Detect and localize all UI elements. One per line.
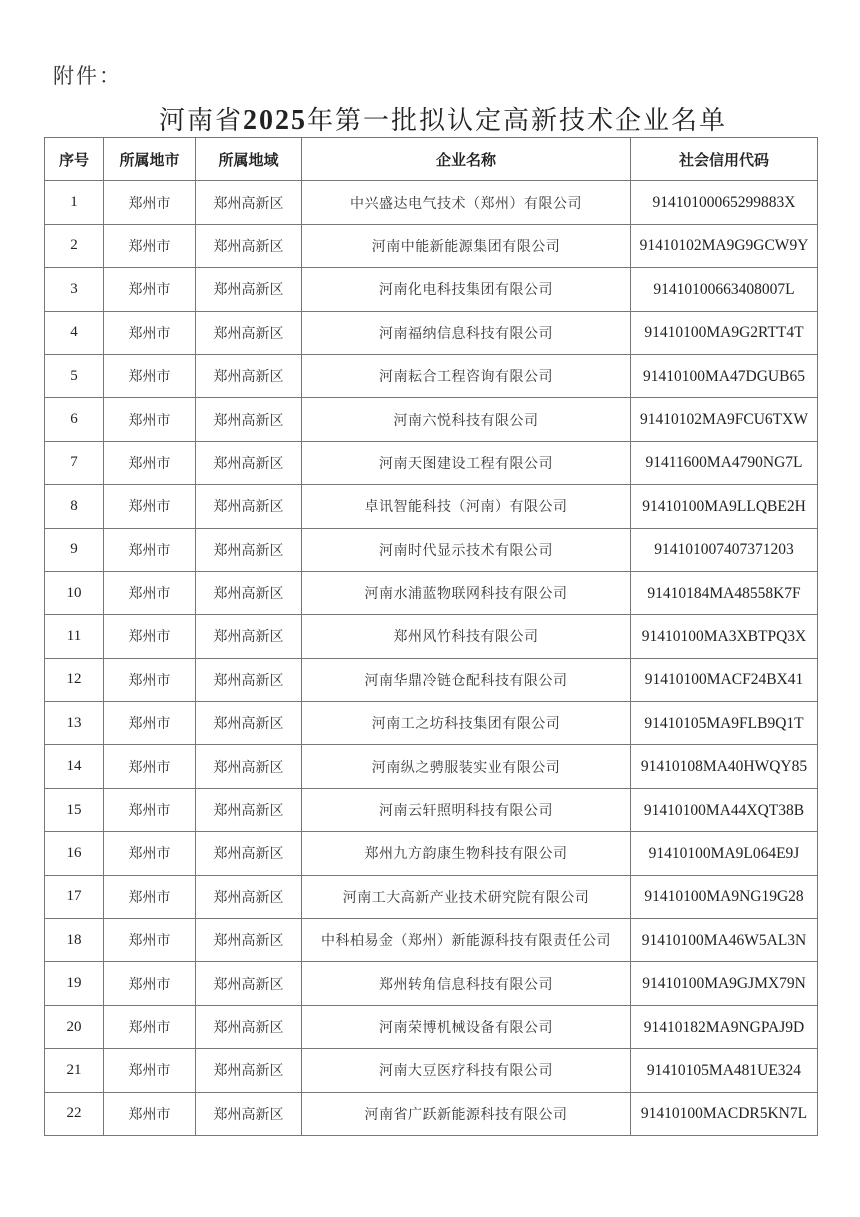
cell-company-name: 河南华鼎冷链仓配科技有限公司 bbox=[302, 658, 631, 701]
cell-company-name: 河南化电科技集团有限公司 bbox=[302, 268, 631, 311]
cell-credit-code: 91410100MA9G2RTT4T bbox=[631, 311, 818, 354]
table-row bbox=[45, 485, 818, 528]
cell-city: 郑州市 bbox=[104, 875, 196, 918]
cell-credit-code: 91410100065299883X bbox=[631, 181, 818, 224]
cell-company-name: 卓讯智能科技（河南）有限公司 bbox=[302, 485, 631, 528]
cell-company-name: 河南中能新能源集团有限公司 bbox=[302, 224, 631, 267]
cell-city: 郑州市 bbox=[104, 615, 196, 658]
cell-company-name: 河南福纳信息科技有限公司 bbox=[302, 311, 631, 354]
cell-serial-no: 18 bbox=[45, 919, 104, 962]
cell-serial-no: 15 bbox=[45, 788, 104, 831]
cell-city: 郑州市 bbox=[104, 268, 196, 311]
table-row bbox=[45, 919, 818, 962]
cell-serial-no: 16 bbox=[45, 832, 104, 875]
cell-credit-code: 91410100MACF24BX41 bbox=[631, 658, 818, 701]
cell-area: 郑州高新区 bbox=[196, 528, 302, 571]
attachment-label: 附件： bbox=[53, 64, 122, 88]
cell-city: 郑州市 bbox=[104, 181, 196, 224]
table-row bbox=[45, 615, 818, 658]
cell-credit-code: 91410108MA40HWQY85 bbox=[631, 745, 818, 788]
table-row bbox=[45, 788, 818, 831]
cell-area: 郑州高新区 bbox=[196, 571, 302, 614]
cell-area: 郑州高新区 bbox=[196, 224, 302, 267]
table-row bbox=[45, 268, 818, 311]
cell-city: 郑州市 bbox=[104, 962, 196, 1005]
cell-serial-no: 6 bbox=[45, 398, 104, 441]
table-row bbox=[45, 1005, 818, 1048]
cell-city: 郑州市 bbox=[104, 311, 196, 354]
cell-serial-no: 3 bbox=[45, 268, 104, 311]
cell-serial-no: 9 bbox=[45, 528, 104, 571]
cell-area: 郑州高新区 bbox=[196, 441, 302, 484]
cell-area: 郑州高新区 bbox=[196, 1049, 302, 1092]
cell-city: 郑州市 bbox=[104, 485, 196, 528]
title-year: 2025 bbox=[243, 105, 307, 136]
cell-credit-code: 91410100MACDR5KN7L bbox=[631, 1092, 818, 1135]
cell-city: 郑州市 bbox=[104, 354, 196, 397]
cell-serial-no: 13 bbox=[45, 702, 104, 745]
table-row bbox=[45, 181, 818, 224]
cell-credit-code: 91410100MA44XQT38B bbox=[631, 788, 818, 831]
cell-credit-code: 91410102MA9FCU6TXW bbox=[631, 398, 818, 441]
cell-city: 郑州市 bbox=[104, 571, 196, 614]
cell-area: 郑州高新区 bbox=[196, 398, 302, 441]
cell-city: 郑州市 bbox=[104, 788, 196, 831]
cell-company-name: 河南纵之骋服装实业有限公司 bbox=[302, 745, 631, 788]
cell-serial-no: 14 bbox=[45, 745, 104, 788]
cell-city: 郑州市 bbox=[104, 1049, 196, 1092]
cell-area: 郑州高新区 bbox=[196, 1005, 302, 1048]
cell-serial-no: 7 bbox=[45, 441, 104, 484]
cell-area: 郑州高新区 bbox=[196, 832, 302, 875]
cell-credit-code: 91410100MA9NG19G28 bbox=[631, 875, 818, 918]
cell-area: 郑州高新区 bbox=[196, 354, 302, 397]
cell-city: 郑州市 bbox=[104, 528, 196, 571]
cell-serial-no: 1 bbox=[45, 181, 104, 224]
table-row bbox=[45, 658, 818, 701]
cell-credit-code: 91410100MA9GJMX79N bbox=[631, 962, 818, 1005]
cell-city: 郑州市 bbox=[104, 224, 196, 267]
cell-company-name: 河南大豆医疗科技有限公司 bbox=[302, 1049, 631, 1092]
header-area: 所属地域 bbox=[196, 138, 302, 181]
cell-credit-code: 91410100MA9L064E9J bbox=[631, 832, 818, 875]
cell-area: 郑州高新区 bbox=[196, 875, 302, 918]
table-row bbox=[45, 702, 818, 745]
cell-company-name: 河南耘合工程咨询有限公司 bbox=[302, 354, 631, 397]
cell-company-name: 中科柏易金（郑州）新能源科技有限责任公司 bbox=[302, 919, 631, 962]
cell-credit-code: 91410100663408007L bbox=[631, 268, 818, 311]
cell-city: 郑州市 bbox=[104, 919, 196, 962]
cell-serial-no: 19 bbox=[45, 962, 104, 1005]
cell-area: 郑州高新区 bbox=[196, 1092, 302, 1135]
cell-company-name: 河南六悦科技有限公司 bbox=[302, 398, 631, 441]
table-row bbox=[45, 224, 818, 267]
cell-serial-no: 10 bbox=[45, 571, 104, 614]
table-row bbox=[45, 571, 818, 614]
cell-credit-code: 91410100MA46W5AL3N bbox=[631, 919, 818, 962]
cell-credit-code: 91410184MA48558K7F bbox=[631, 571, 818, 614]
cell-company-name: 中兴盛达电气技术（郑州）有限公司 bbox=[302, 181, 631, 224]
cell-serial-no: 17 bbox=[45, 875, 104, 918]
cell-area: 郑州高新区 bbox=[196, 181, 302, 224]
cell-area: 郑州高新区 bbox=[196, 268, 302, 311]
header-serial-no: 序号 bbox=[45, 138, 104, 181]
title-prefix: 河南省 bbox=[158, 106, 243, 136]
cell-area: 郑州高新区 bbox=[196, 658, 302, 701]
table-row bbox=[45, 1092, 818, 1135]
cell-company-name: 河南省广跃新能源科技有限公司 bbox=[302, 1092, 631, 1135]
cell-area: 郑州高新区 bbox=[196, 962, 302, 1005]
cell-city: 郑州市 bbox=[104, 1092, 196, 1135]
cell-credit-code: 91410105MA481UE324 bbox=[631, 1049, 818, 1092]
table-row bbox=[45, 311, 818, 354]
cell-credit-code: 91410100MA47DGUB65 bbox=[631, 354, 818, 397]
cell-serial-no: 4 bbox=[45, 311, 104, 354]
enterprise-list-table bbox=[44, 137, 818, 1136]
cell-company-name: 河南工之坊科技集团有限公司 bbox=[302, 702, 631, 745]
cell-area: 郑州高新区 bbox=[196, 919, 302, 962]
cell-city: 郑州市 bbox=[104, 1005, 196, 1048]
page-title bbox=[0, 100, 860, 137]
table-row bbox=[45, 354, 818, 397]
cell-company-name: 河南云轩照明科技有限公司 bbox=[302, 788, 631, 831]
cell-serial-no: 22 bbox=[45, 1092, 104, 1135]
cell-company-name: 郑州风竹科技有限公司 bbox=[302, 615, 631, 658]
cell-serial-no: 8 bbox=[45, 485, 104, 528]
cell-serial-no: 5 bbox=[45, 354, 104, 397]
cell-credit-code: 914101007407371203 bbox=[631, 528, 818, 571]
cell-company-name: 郑州九方韵康生物科技有限公司 bbox=[302, 832, 631, 875]
cell-city: 郑州市 bbox=[104, 658, 196, 701]
cell-serial-no: 2 bbox=[45, 224, 104, 267]
table-row bbox=[45, 528, 818, 571]
table-row bbox=[45, 1049, 818, 1092]
cell-credit-code: 91410102MA9G9GCW9Y bbox=[631, 224, 818, 267]
cell-serial-no: 12 bbox=[45, 658, 104, 701]
cell-area: 郑州高新区 bbox=[196, 745, 302, 788]
cell-company-name: 河南时代显示技术有限公司 bbox=[302, 528, 631, 571]
cell-area: 郑州高新区 bbox=[196, 485, 302, 528]
cell-credit-code: 91411600MA4790NG7L bbox=[631, 441, 818, 484]
cell-serial-no: 21 bbox=[45, 1049, 104, 1092]
table-row bbox=[45, 962, 818, 1005]
table-row bbox=[45, 875, 818, 918]
cell-credit-code: 91410182MA9NGPAJ9D bbox=[631, 1005, 818, 1048]
cell-serial-no: 20 bbox=[45, 1005, 104, 1048]
cell-credit-code: 91410105MA9FLB9Q1T bbox=[631, 702, 818, 745]
header-company-name: 企业名称 bbox=[302, 138, 631, 181]
header-city: 所属地市 bbox=[104, 138, 196, 181]
cell-city: 郑州市 bbox=[104, 398, 196, 441]
header-credit-code: 社会信用代码 bbox=[631, 138, 818, 181]
cell-city: 郑州市 bbox=[104, 702, 196, 745]
cell-credit-code: 91410100MA9LLQBE2H bbox=[631, 485, 818, 528]
table-row bbox=[45, 832, 818, 875]
cell-area: 郑州高新区 bbox=[196, 702, 302, 745]
cell-serial-no: 11 bbox=[45, 615, 104, 658]
cell-area: 郑州高新区 bbox=[196, 615, 302, 658]
table-row bbox=[45, 745, 818, 788]
cell-company-name: 郑州转角信息科技有限公司 bbox=[302, 962, 631, 1005]
cell-area: 郑州高新区 bbox=[196, 311, 302, 354]
cell-company-name: 河南天图建设工程有限公司 bbox=[302, 441, 631, 484]
cell-company-name: 河南水浦蓝物联网科技有限公司 bbox=[302, 571, 631, 614]
cell-company-name: 河南工大高新产业技术研究院有限公司 bbox=[302, 875, 631, 918]
table-header-row bbox=[45, 138, 818, 181]
cell-company-name: 河南荣博机械设备有限公司 bbox=[302, 1005, 631, 1048]
cell-city: 郑州市 bbox=[104, 745, 196, 788]
cell-city: 郑州市 bbox=[104, 832, 196, 875]
table-row bbox=[45, 441, 818, 484]
cell-credit-code: 91410100MA3XBTPQ3X bbox=[631, 615, 818, 658]
title-suffix: 年第一批拟认定高新技术企业名单 bbox=[307, 106, 728, 136]
cell-city: 郑州市 bbox=[104, 441, 196, 484]
cell-area: 郑州高新区 bbox=[196, 788, 302, 831]
table-row bbox=[45, 398, 818, 441]
